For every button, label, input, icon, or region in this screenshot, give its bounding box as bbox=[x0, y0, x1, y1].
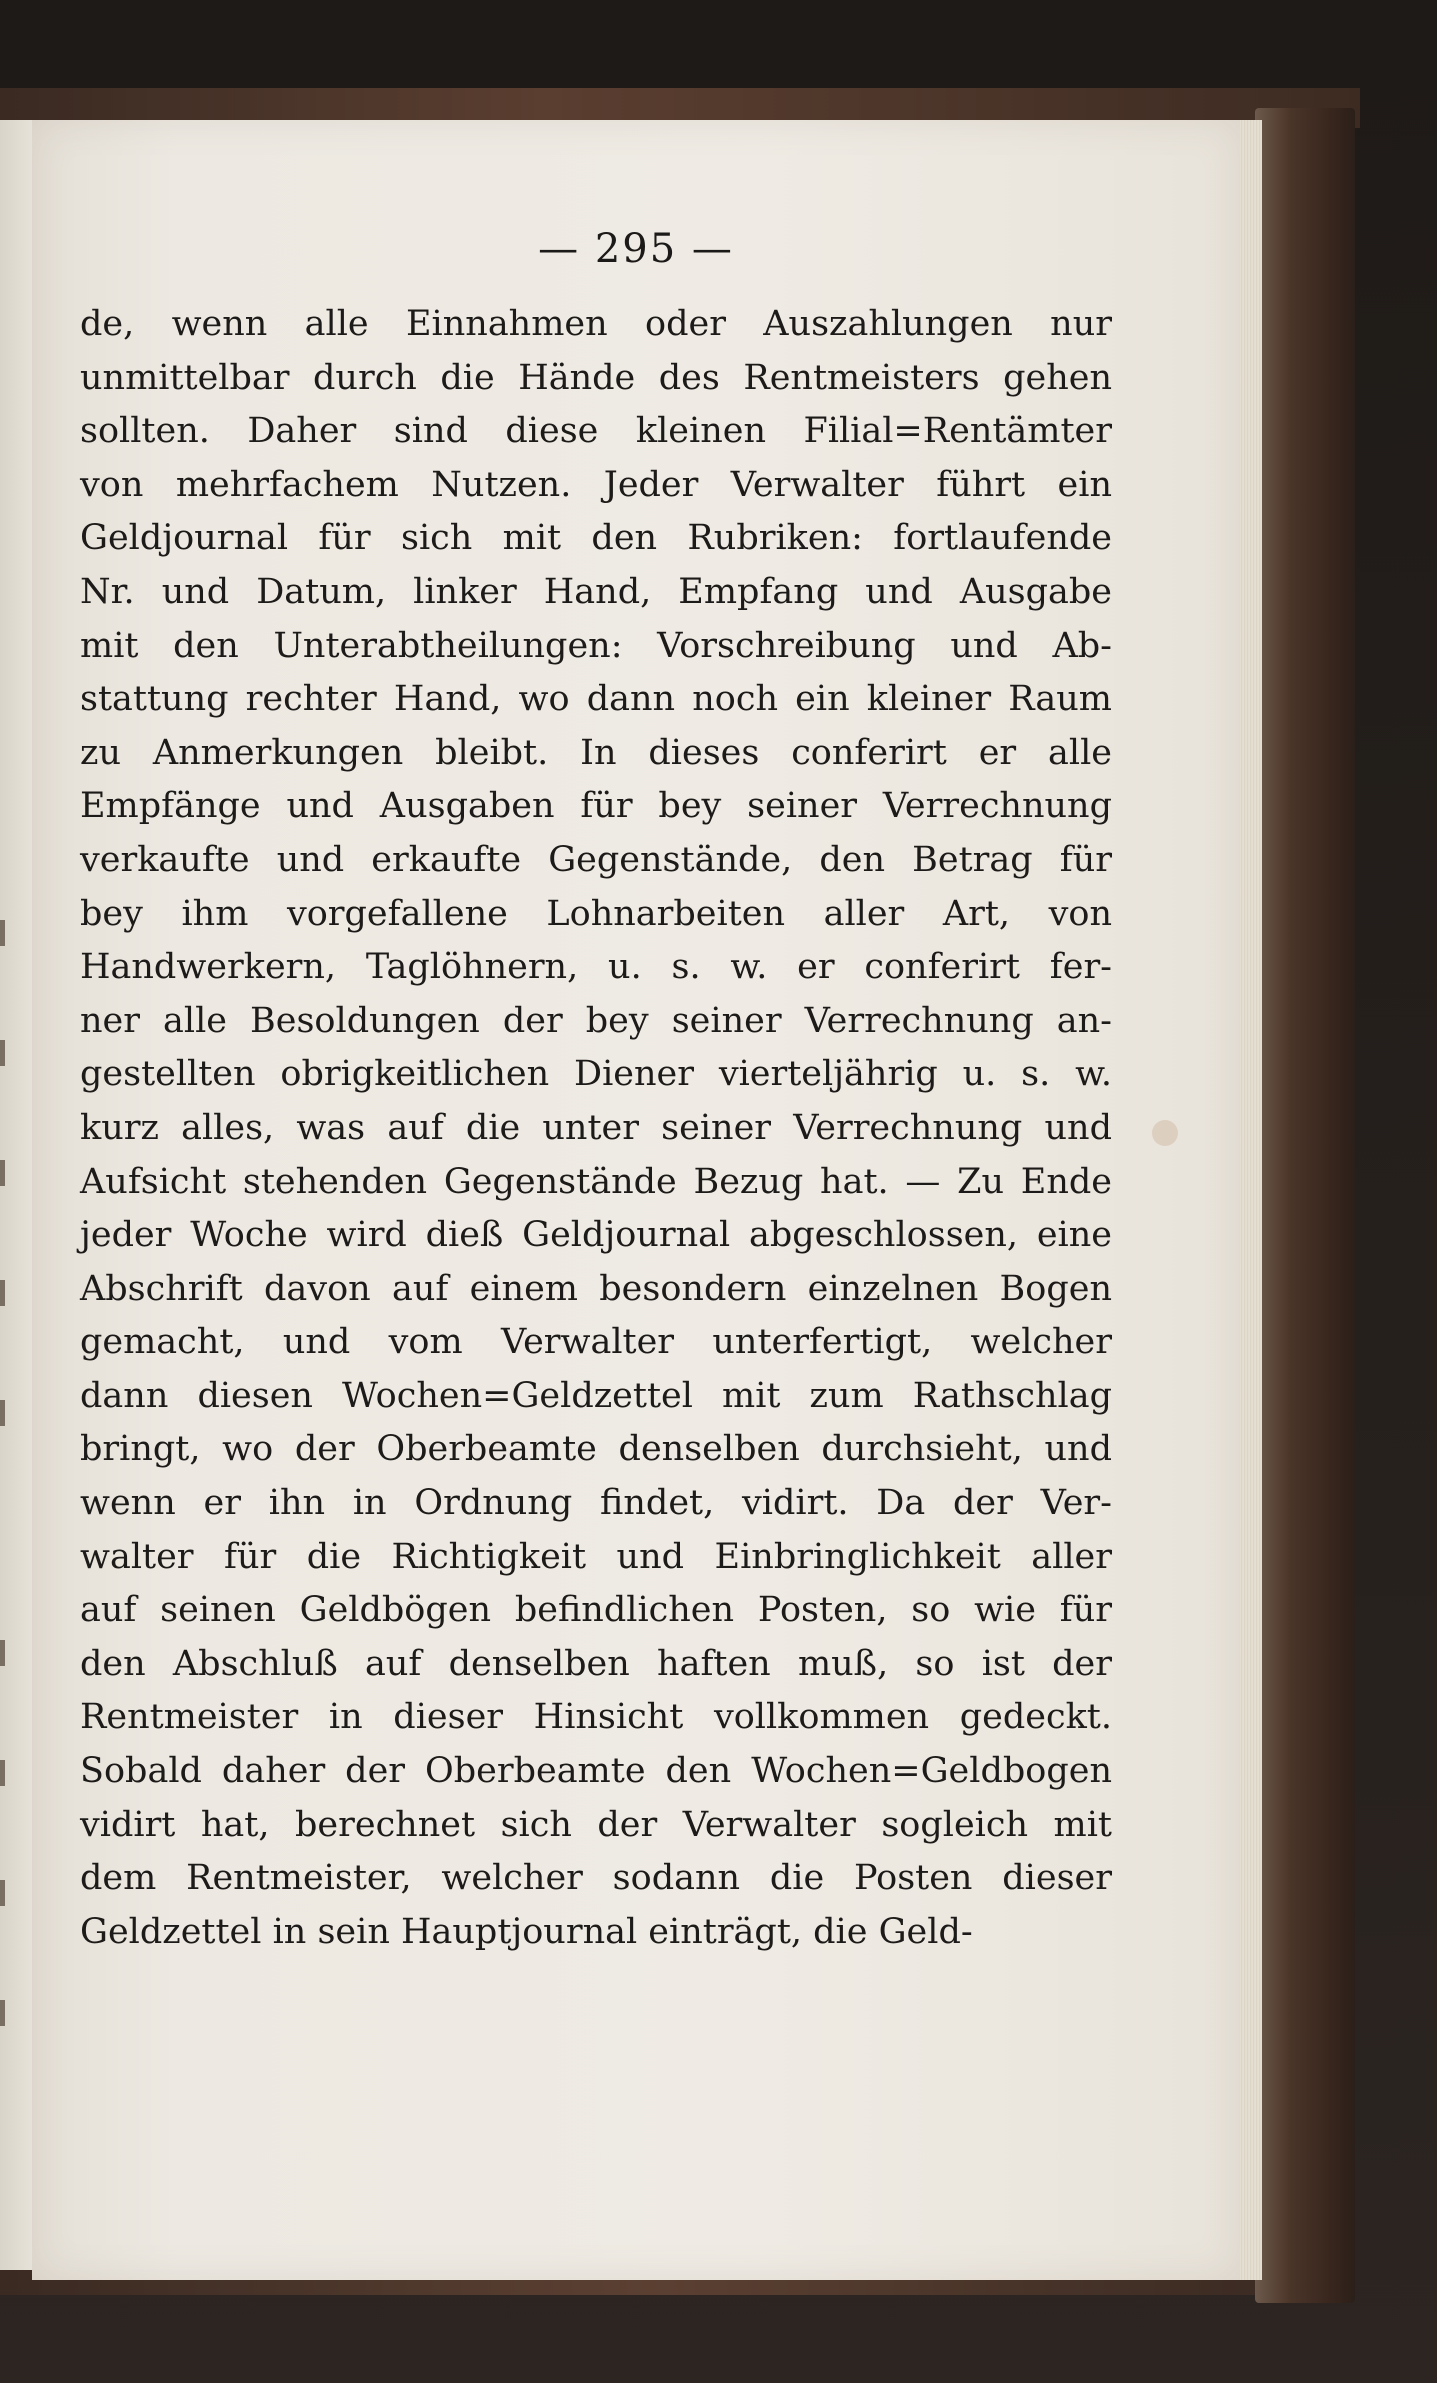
text-line: von mehrfachem Nutzen. Jeder Verwalter führt ein bbox=[80, 464, 1112, 505]
text-line: wenn er ihn in Ordnung findet, vidirt. Da der Ver- bbox=[80, 1483, 1112, 1524]
text-line: unmittelbar durch die Hände des Rentmeisters gehen bbox=[80, 357, 1112, 398]
text-line: walter für die Richtigkeit und Einbringlichkeit aller bbox=[80, 1536, 1112, 1577]
text-line: stattung rechter Hand, wo dann noch ein kleiner Raum bbox=[80, 679, 1112, 720]
print-mark bbox=[0, 1400, 5, 1426]
text-line: auf seinen Geldbögen befindlichen Posten, so wie für bbox=[80, 1590, 1112, 1631]
text-line: vidirt hat, berechnet sich der Verwalter sogleich mit bbox=[80, 1804, 1112, 1845]
print-mark bbox=[0, 1160, 5, 1186]
book-page bbox=[32, 120, 1240, 2280]
text-line: verkaufte und erkaufte Gegenstände, den Betrag für bbox=[80, 839, 1112, 880]
book-board-right bbox=[1255, 108, 1355, 2303]
text-line: den Abschluß auf denselben haften muß, so ist der bbox=[80, 1643, 1112, 1684]
text-line: sollten. Daher sind diese kleinen Filial=Rentämter bbox=[80, 411, 1112, 452]
text-line: zu Anmerkungen bleibt. In dieses conferirt er alle bbox=[80, 732, 1112, 773]
text-line: mit den Unterabtheilungen: Vorschreibung und Ab- bbox=[80, 625, 1112, 666]
text-line: Geldjournal für sich mit den Rubriken: fortlaufende bbox=[80, 518, 1112, 559]
page-number: — 295 — bbox=[538, 226, 734, 272]
print-mark bbox=[0, 1280, 5, 1306]
text-line: de, wenn alle Einnahmen oder Auszahlungen nur bbox=[80, 304, 1112, 344]
text-line: dem Rentmeister, welcher sodann die Posten dieser bbox=[80, 1858, 1112, 1899]
paper-stain bbox=[1152, 1120, 1178, 1146]
print-mark bbox=[0, 2000, 5, 2026]
text-line: Rentmeister in dieser Hinsicht vollkommen gedeckt. bbox=[80, 1697, 1112, 1738]
text-line: Abschrift davon auf einem besondern einzelnen Bogen bbox=[80, 1268, 1112, 1309]
text-line: Aufsicht stehenden Gegenstände Bezug hat. — Zu Ende bbox=[80, 1161, 1112, 1202]
text-line: dann diesen Wochen=Geldzettel mit zum Rathschlag bbox=[80, 1375, 1112, 1416]
print-mark bbox=[0, 1640, 5, 1666]
facing-page-edge bbox=[0, 120, 32, 2270]
body-text bbox=[80, 298, 1112, 1959]
print-mark bbox=[0, 1040, 5, 1066]
text-line: Geldzettel in sein Hauptjournal einträgt, die Geld- bbox=[80, 1911, 973, 1952]
text-line: ner alle Besoldungen der bey seiner Verrechnung an- bbox=[80, 1000, 1112, 1041]
text-line: gestellten obrigkeitlichen Diener vierteljährig u. s. w. bbox=[80, 1054, 1112, 1095]
text-line: Nr. und Datum, linker Hand, Empfang und Ausgabe bbox=[80, 571, 1112, 612]
text-line: bringt, wo der Oberbeamte denselben durchsieht, und bbox=[80, 1429, 1112, 1470]
print-mark bbox=[0, 1880, 5, 1906]
text-line: Empfänge und Ausgaben für bey seiner Verrechnung bbox=[80, 786, 1112, 827]
text-line: kurz alles, was auf die unter seiner Verrechnung und bbox=[80, 1107, 1112, 1148]
text-line: gemacht, und vom Verwalter unterfertigt, welcher bbox=[80, 1322, 1112, 1363]
print-mark bbox=[0, 1760, 5, 1786]
text-line: bey ihm vorgefallene Lohnarbeiten aller Art, von bbox=[80, 893, 1112, 934]
print-mark bbox=[0, 920, 5, 946]
text-line: Sobald daher der Oberbeamte den Wochen=Geldbogen bbox=[80, 1751, 1112, 1792]
text-line: Handwerkern, Taglöhnern, u. s. w. er conferirt fer- bbox=[80, 947, 1112, 988]
page-fore-edge bbox=[1240, 120, 1262, 2280]
text-line: jeder Woche wird dieß Geldjournal abgeschlossen, eine bbox=[80, 1215, 1112, 1256]
